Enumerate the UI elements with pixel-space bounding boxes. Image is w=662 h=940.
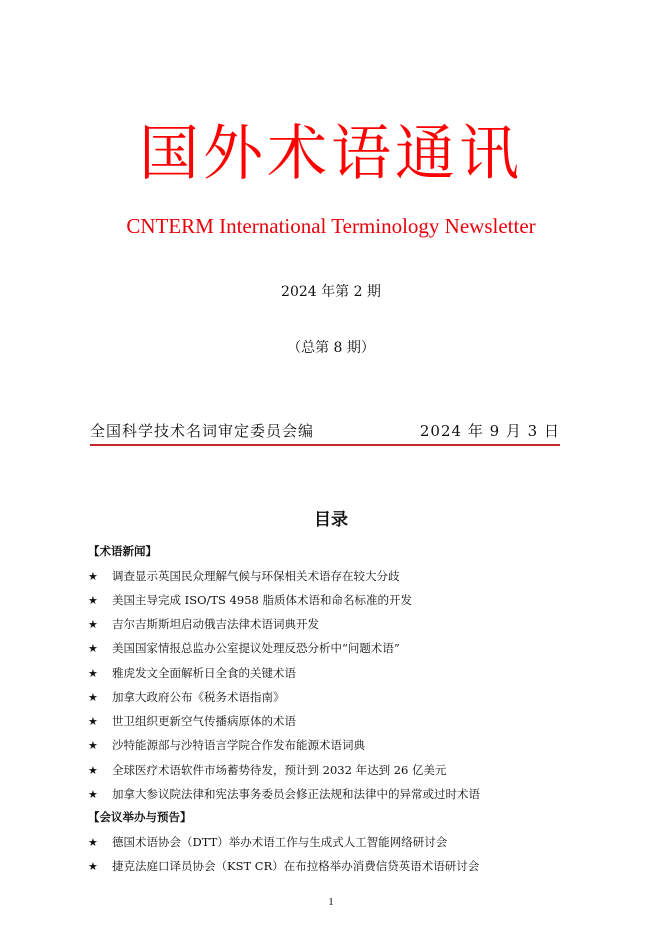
- issue-total-number: （总第 8 期）: [287, 340, 375, 356]
- star-icon: ★: [88, 667, 98, 680]
- newsletter-title-english: CNTERM International Terminology Newsletter: [126, 214, 536, 238]
- red-divider-rule: [90, 444, 560, 446]
- star-icon: ★: [88, 788, 98, 801]
- toc-item[interactable]: [88, 688, 285, 706]
- toc-item[interactable]: [88, 785, 480, 803]
- toc-item-text: 捷克法庭口译员协会（KST CR）在布拉格举办消费信贷英语术语研讨会: [112, 859, 480, 873]
- toc-section-heading: 【术语新闻】: [88, 544, 157, 558]
- toc-item-text: 雅虎发文全面解析日全食的关键术语: [112, 666, 296, 680]
- toc-item-text: 美国国家情报总监办公室提议处理反恐分析中“问题术语”: [112, 641, 400, 655]
- toc-item-text: 全球医疗术语软件市场蓄势待发，预计到 2032 年达到 26 亿美元: [112, 763, 447, 777]
- toc-item-text: 沙特能源部与沙特语言学院合作发布能源术语词典: [112, 738, 365, 752]
- masthead-row: [90, 420, 560, 442]
- toc-item[interactable]: [88, 761, 447, 779]
- toc-item[interactable]: [88, 591, 412, 609]
- star-icon: ★: [88, 594, 98, 607]
- star-icon: ★: [88, 715, 98, 728]
- toc-item-text: 加拿大政府公布《税务术语指南》: [112, 690, 285, 704]
- star-icon: ★: [88, 764, 98, 777]
- issue-number: 2024 年第 2 期: [281, 284, 381, 300]
- toc-item[interactable]: [88, 615, 319, 633]
- editor-organization: 全国科学技术名词审定委员会编: [90, 422, 315, 440]
- toc-item[interactable]: [88, 639, 400, 657]
- star-icon: ★: [88, 642, 98, 655]
- toc-section-heading: 【会议举办与预告】: [88, 810, 192, 824]
- toc-item[interactable]: [88, 712, 296, 730]
- toc-item-text: 加拿大参议院法律和宪法事务委员会修正法规和法律中的异常或过时术语: [112, 787, 480, 801]
- star-icon: ★: [88, 618, 98, 631]
- toc-item-text: 世卫组织更新空气传播病原体的术语: [112, 714, 296, 728]
- star-icon: ★: [88, 739, 98, 752]
- star-icon: ★: [88, 691, 98, 704]
- toc-item-text: 德国术语协会（DTT）举办术语工作与生成式人工智能网络研讨会: [112, 835, 448, 849]
- toc-item[interactable]: [88, 664, 296, 682]
- toc-item[interactable]: [88, 736, 365, 754]
- publication-date: 2024 年 9 月 3 日: [419, 422, 560, 440]
- toc-title: 目录: [314, 510, 348, 530]
- star-icon: ★: [88, 836, 98, 849]
- toc-item-text: 调查显示英国民众理解气候与环保相关术语存在较大分歧: [112, 569, 400, 583]
- star-icon: ★: [88, 570, 98, 583]
- toc-item-text: 美国主导完成 ISO/TS 4958 脂质体术语和命名标准的开发: [112, 593, 413, 607]
- page-number: 1: [328, 896, 334, 908]
- toc-item[interactable]: [88, 857, 479, 875]
- toc-item[interactable]: [88, 833, 447, 851]
- toc-item[interactable]: [88, 567, 400, 585]
- toc-item-text: 吉尔吉斯斯坦启动俄吉法律术语词典开发: [112, 617, 319, 631]
- newsletter-title-chinese: 国外术语通讯: [139, 119, 523, 189]
- star-icon: ★: [88, 860, 98, 873]
